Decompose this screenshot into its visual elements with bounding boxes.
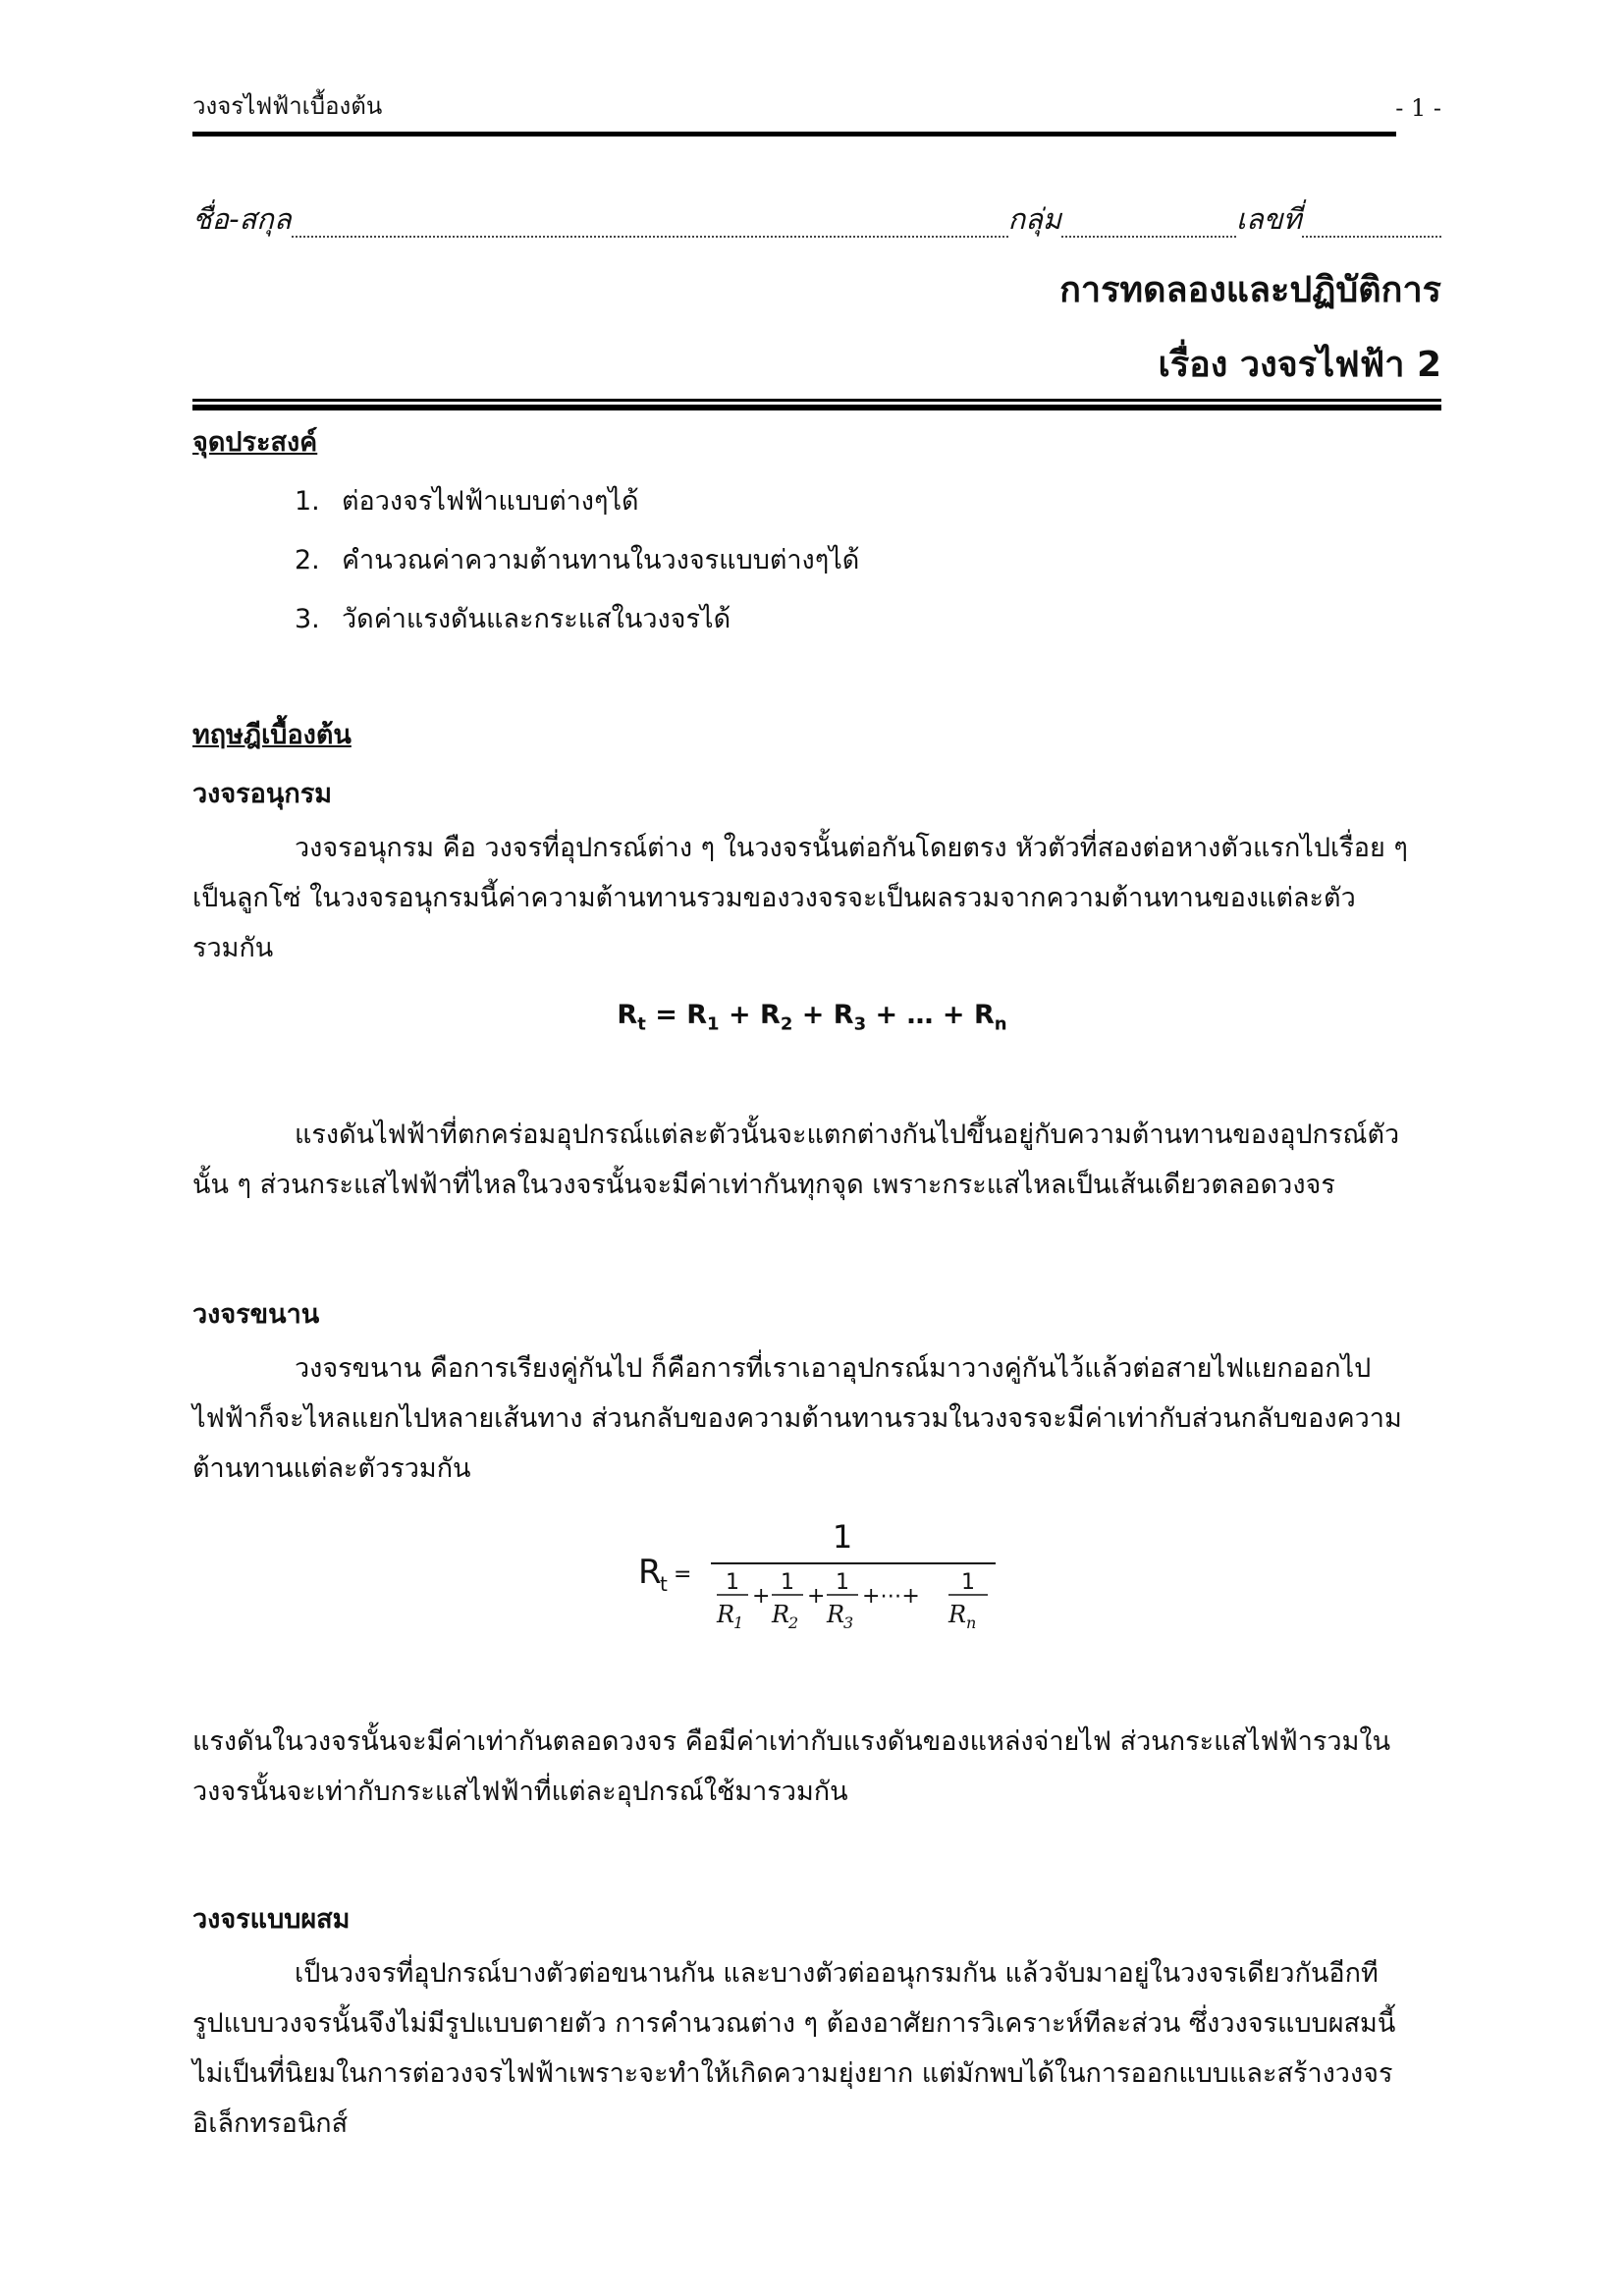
svg-text:R: R <box>772 1601 790 1628</box>
series-paragraph: วงจรอนุกรม คือ วงจรที่อุปกรณ์ต่าง ๆ ในวงจรนั้นต่อกันโดยตรง หัวตัวที่สองต่อหางตัวแรกไปเรื่อย ๆ เป็นลูกโซ่ ในวงจรอนุกรมนี้ค่าความต้านทานรวมของวงจรจะเป็นผลรวมจากความต้านทานของแต่ละตัว รวมกัน <box>192 833 1408 963</box>
svg-text:2: 2 <box>788 1613 799 1632</box>
parallel-paragraph: วงจรขนาน คือการเรียงคู่กันไป ก็คือการที่เราเอาอุปกรณ์มาวางคู่กันไว้แล้วต่อสายไฟแยกออกไป ไฟฟ้าก็จะไหลแยกไปหลายเส้นทาง ส่วนกลับของความต้านทานรวมในวงจรจะมีค่าเท่ากับส่วนกลับของความ ต้านทานแต่ละตัวรวมกัน <box>192 1353 1402 1484</box>
name-field[interactable] <box>292 206 1008 238</box>
series-resistance-formula: $R_t = R_1 + R_2 + R_3$ + … + $R_n$ <box>617 1000 1007 1035</box>
svg-text:=: = <box>674 1562 692 1587</box>
group-label: กลุ่ม <box>1007 202 1062 236</box>
svg-text:R: R <box>638 1553 662 1592</box>
theory-heading: ทฤษฎีเบื้องต้น <box>192 720 352 750</box>
number-label: เลขที่ <box>1236 202 1302 236</box>
number-field[interactable] <box>1302 206 1441 238</box>
svg-text:1: 1 <box>733 1613 744 1632</box>
svg-text:1: 1 <box>836 1570 849 1595</box>
parallel-resistance-formula <box>615 1512 1007 1650</box>
series-voltage-paragraph: แรงดันไฟฟ้าที่ตกคร่อมอุปกรณ์แต่ละตัวนั้นจะแตกต่างกันไปขึ้นอยู่กับความต้านทานของอุปกรณ์ตัว นั้น ๆ ส่วนกระแสไฟฟ้าที่ไหลในวงจรนั้นจะมีค่าเท่ากันทุกจุด เพราะกระแสไหลเป็นเส้นเดียวตลอดวงจร <box>192 1120 1400 1200</box>
svg-text:R: R <box>948 1601 967 1628</box>
page-number: - 1 - <box>1395 94 1441 122</box>
list-item: 1. ต่อวงจรไฟฟ้าแบบต่างๆได้ <box>295 486 639 517</box>
svg-text:n: n <box>966 1613 977 1632</box>
header-rule <box>192 132 1396 137</box>
svg-text:+: + <box>752 1584 771 1609</box>
parallel-heading: วงจรขนาน <box>192 1299 320 1330</box>
svg-text:+⋯+: +⋯+ <box>862 1584 920 1609</box>
svg-text:1: 1 <box>832 1518 853 1556</box>
svg-text:t: t <box>660 1572 668 1596</box>
title-double-rule <box>192 399 1441 410</box>
svg-text:1: 1 <box>961 1570 975 1595</box>
name-label: ชื่อ-สกุล <box>192 202 292 236</box>
lab-subject-title: เรื่อง วงจรไฟฟ้า 2 <box>1158 345 1441 385</box>
lab-title: การทดลองและปฏิบัติการ <box>1059 270 1441 310</box>
series-heading: วงจรอนุกรม <box>192 779 332 809</box>
list-item: 2. คำนวณค่าความต้านทานในวงจรแบบต่างๆได้ <box>295 545 860 575</box>
student-info-row <box>192 202 1441 242</box>
svg-text:R: R <box>717 1601 735 1628</box>
list-item: 3. วัดค่าแรงดันและกระแสในวงจรได้ <box>295 604 731 634</box>
mixed-heading: วงจรแบบผสม <box>192 1904 351 1935</box>
group-field[interactable] <box>1061 206 1236 238</box>
svg-text:+: + <box>807 1584 826 1609</box>
svg-text:R: R <box>827 1601 845 1628</box>
mixed-paragraph: เป็นวงจรที่อุปกรณ์บางตัวต่อขนานกัน และบางตัวต่ออนุกรมกัน แล้วจับมาอยู่ในวงจรเดียวกันอีกที รูปแบบวงจรนั้นจึงไม่มีรูปแบบตายตัว การคำนวณต่าง ๆ ต้องอาศัยการวิเคราะห์ทีละส่วน ซึ่งวงจรแบบผสมนี้ ไม่เป็นที่นิยมในการต่อวงจรไฟฟ้าเพราะจะทำให้เกิดความยุ่งยาก แต่มักพบได้ในการออกแบบและสร้างวงจร อิเล็กทรอนิกส์ <box>192 1958 1396 2139</box>
objectives-heading: จุดประสงค์ <box>192 427 318 458</box>
svg-text:1: 1 <box>781 1570 794 1595</box>
parallel-voltage-paragraph: แรงดันในวงจรนั้นจะมีค่าเท่ากันตลอดวงจร คือมีค่าเท่ากับแรงดันของแหล่งจ่ายไฟ ส่วนกระแสไฟฟ้ารวมใน วงจรนั้นจะเท่ากับกระแสไฟฟ้าที่แต่ละอุปกรณ์ใช้มารวมกัน <box>192 1726 1391 1807</box>
svg-text:1: 1 <box>726 1570 739 1595</box>
running-header-title: วงจรไฟฟ้าเบื้องต้น <box>192 92 383 120</box>
svg-text:3: 3 <box>843 1613 854 1632</box>
